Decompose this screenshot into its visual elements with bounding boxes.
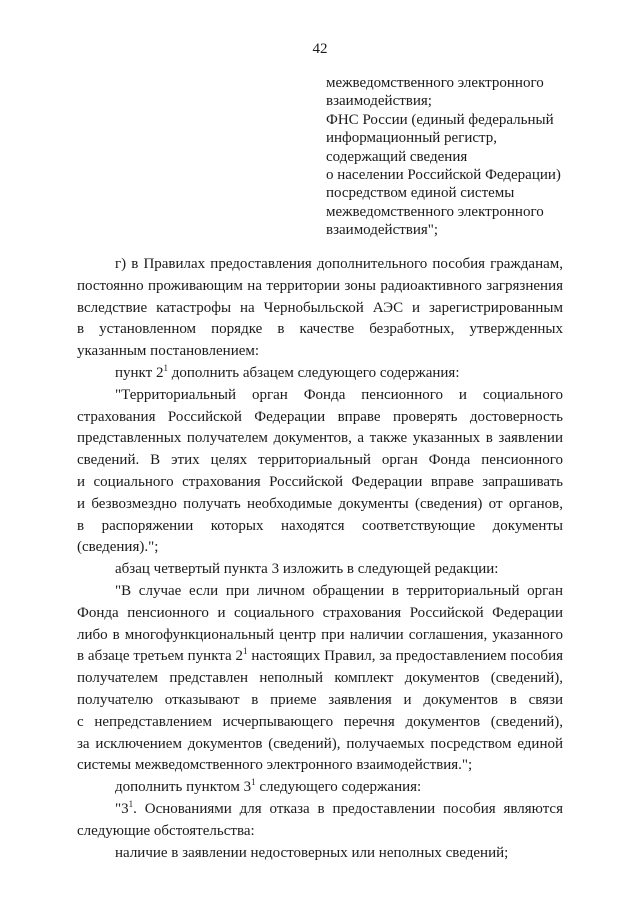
paragraph-line: либо в многофункциональный центр при наличии соглашения, указанного [77, 626, 563, 643]
text-line: межведомственного электронного [326, 75, 544, 91]
text-line: информационный регистр, [326, 130, 498, 147]
text-line: взаимодействия"; [326, 222, 439, 239]
paragraph-line: страхования Российской Федерации вправе проверять достоверность [77, 408, 563, 425]
paragraph-line [77, 777, 563, 799]
paragraph-line [77, 799, 563, 821]
page-number: 42 [312, 41, 328, 57]
text-line: ФНС России (единый федеральный [326, 111, 554, 128]
paragraph-line: сведений. В этих целях территориальный орган Фонда пенсионного [77, 452, 563, 469]
paragraph-line: наличие в заявлении недостоверных или неполных сведений; [115, 844, 509, 861]
superscript: 1 [128, 798, 134, 809]
paragraph-line: абзац четвертый пункта 3 изложить в следующей редакции: [115, 561, 499, 578]
paragraph-line: г) в Правилах предоставления дополнительного пособия гражданам, [115, 256, 563, 272]
paragraph-line: в установленном порядке в качестве безработных, утвержденных [77, 321, 563, 338]
paragraph-line [77, 363, 563, 385]
text-span: пункт 2 [115, 364, 164, 381]
paragraph-line: вследствие катастрофы на Чернобыльской АЭС и зарегистрированным [77, 299, 563, 316]
paragraph-line: получателем представлен неполный комплект документов (сведений), [77, 670, 563, 687]
paragraph-line: и социального страхования Российской Федерации вправе запрашивать [77, 473, 563, 490]
paragraph-line: и безвозмездно получать необходимые документы (сведения) от органов, [77, 495, 563, 512]
text-span: следующего содержания: [255, 779, 422, 796]
text-line: взаимодействия; [326, 93, 432, 110]
document-body [77, 254, 563, 864]
paragraph-line: "Территориальный орган Фонда пенсионного и социального [115, 386, 563, 403]
continued-list-block [326, 74, 576, 240]
text-span: дополнить пунктом 3 [115, 779, 252, 796]
paragraph-line: за исключением документов (сведений), получаемых посредством единой [77, 735, 563, 752]
paragraph-line: представленных получателем документов, а также указанных в заявлении [77, 430, 563, 447]
text-line: межведомственного электронного [326, 203, 544, 220]
paragraph-line: Фонда пенсионного и социального страхования Российской Федерации [77, 604, 563, 621]
paragraph-line: системы межведомственного электронного взаимодействия."; [77, 757, 473, 774]
paragraph-line: с непредставлением исчерпывающего перечня документов (сведений), [77, 713, 563, 730]
paragraph-line: (сведения)."; [77, 539, 159, 556]
text-line: посредством единой системы [326, 185, 515, 202]
paragraph-line: указанным постановлением: [77, 343, 260, 360]
paragraph-line: постоянно проживающим на территории зоны радиоактивного загрязнения [77, 277, 563, 294]
paragraph-line: получателю отказывают в приеме заявления и документов в связи [77, 691, 563, 708]
superscript: 1 [163, 362, 168, 373]
text-span: в абзаце третьем пункта 2 [77, 648, 244, 665]
paragraph-line: "В случае если при личном обращении в территориальный орган [115, 582, 563, 599]
paragraph-line: следующие обстоятельства: [77, 822, 255, 839]
superscript: 1 [251, 777, 256, 788]
text-span: дополнить абзацем следующего содержания: [167, 364, 460, 381]
text-line: о населении Российской Федерации) [326, 167, 561, 184]
paragraph-line: в распоряжении которых находятся соответствующие документы [77, 517, 563, 534]
text-span: . Основаниями для отказа в предоставлении пособия являются [133, 800, 563, 817]
text-line: содержащий сведения [326, 148, 468, 165]
text-span: "3 [115, 800, 129, 817]
superscript: 1 [243, 646, 248, 657]
paragraph-line [77, 646, 563, 668]
text-span: настоящих Правил, за предоставлением пособия [247, 648, 563, 665]
